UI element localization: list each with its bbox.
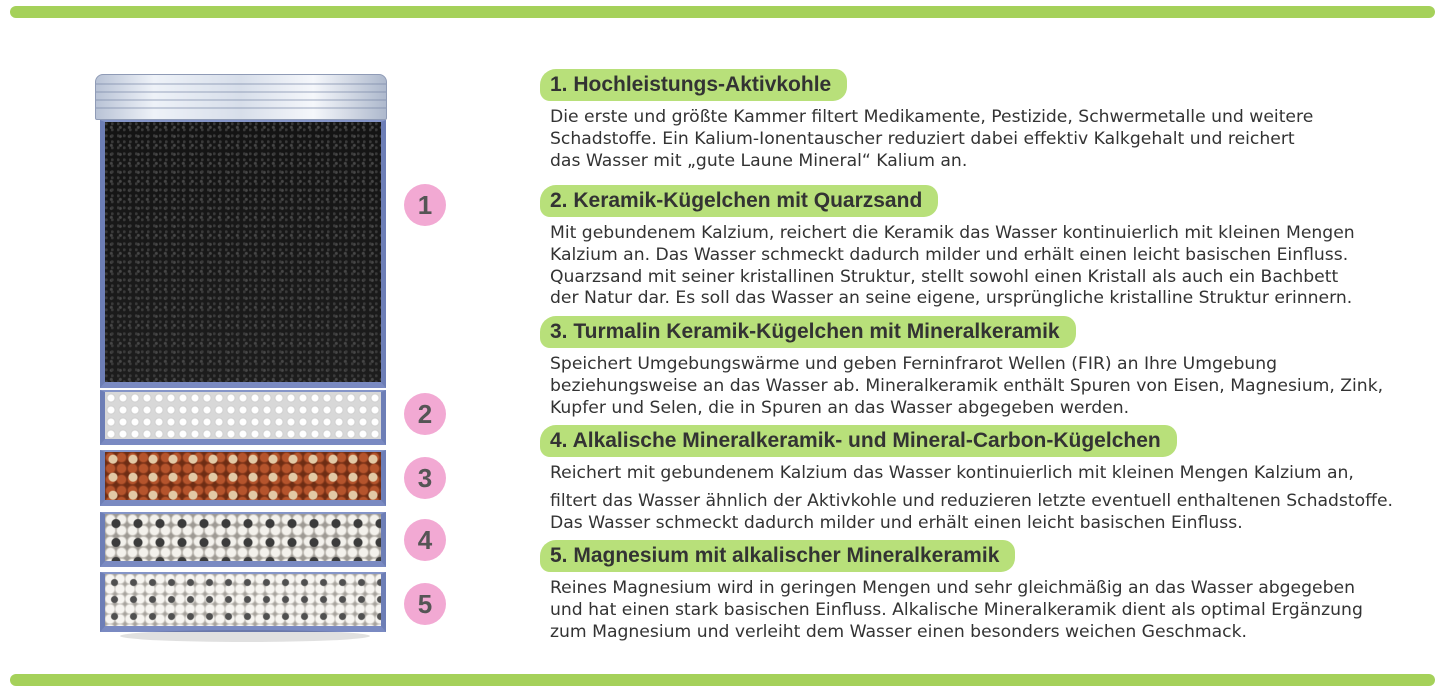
layer-badge-1: 1	[404, 184, 446, 226]
cartridge-cap	[95, 74, 387, 120]
chamber-ceramic-quartz	[100, 390, 386, 445]
description-line: Mit gebundenem Kalzium, reichert die Keramik das Wasser kontinuierlich mit kleinen Mengen	[550, 223, 1355, 243]
section-description	[550, 463, 1420, 534]
description-line: Schadstoffe. Ein Kalium-Ionentauscher reduziert dabei effektiv Kalkgehalt und reichert	[550, 128, 1295, 149]
description-line: Kalzium an. Das Wasser schmeckt dadurch milder und erhält einen leicht basischen Einfluss.	[550, 244, 1349, 265]
section-4	[540, 425, 1420, 534]
section-description	[550, 578, 1420, 643]
cartridge-shadow	[120, 630, 370, 642]
description-line: und hat einen stark basischen Einfluss. Alkalische Mineralkeramik dient als optimal Ergänzung	[550, 599, 1363, 620]
description-line: Reichert mit gebundenem Kalzium das Wasser kontinuierlich mit kleinen Mengen Kalzium an,	[550, 463, 1354, 483]
section-description	[550, 107, 1420, 172]
section-title: 5. Magnesium mit alkalischer Mineralkeramik	[540, 540, 1015, 572]
section-title: 4. Alkalische Mineralkeramik- und Mineral-Carbon-Kügelchen	[540, 425, 1177, 457]
section-title: 3. Turmalin Keramik-Kügelchen mit Mineralkeramik	[540, 316, 1076, 348]
layer-badge-5: 5	[404, 583, 446, 625]
description-line: Reines Magnesium wird in geringen Mengen und sehr gleichmäßig an das Wasser abgegeben	[550, 578, 1355, 598]
chamber-tourmaline	[100, 450, 386, 506]
layer-badge-2: 2	[404, 393, 446, 435]
chamber-activated-carbon	[100, 120, 386, 388]
description-line: beziehungsweise an das Wasser ab. Mineralkeramik enthält Spuren von Eisen, Magnesium, Zink,	[550, 375, 1384, 396]
section-1	[540, 69, 1420, 172]
section-2	[540, 185, 1420, 310]
section-description	[550, 223, 1420, 310]
filter-cartridge-image	[90, 74, 395, 640]
description-line: Die erste und größte Kammer filtert Medikamente, Pestizide, Schwermetalle und weitere	[550, 107, 1314, 127]
layer-badge-4: 4	[404, 519, 446, 561]
section-description	[550, 354, 1420, 419]
description-line: Quarzsand mit seiner kristallinen Struktur, stellt sowohl einen Kristall als auch ein Bachbett	[550, 266, 1339, 287]
description-line: Kupfer und Selen, die in Spuren an das Wasser abgegeben werden.	[550, 397, 1130, 418]
chamber-alkaline-carbon	[100, 512, 386, 567]
section-title: 1. Hochleistungs-Aktivkohle	[540, 69, 847, 101]
description-line: das Wasser mit „gute Laune Mineral“ Kalium an.	[550, 150, 968, 171]
description-line: Speichert Umgebungswärme und geben Ferninfrarot Wellen (FIR) an Ihre Umgebung	[550, 354, 1278, 374]
bottom-decorative-stripe	[10, 674, 1435, 686]
top-decorative-stripe	[10, 6, 1435, 18]
chamber-magnesium	[100, 572, 386, 632]
description-line: filtert das Wasser ähnlich der Aktivkohle und reduzieren letzte eventuell enthaltenen Schadstoffe.	[550, 490, 1393, 511]
layer-badge-3: 3	[404, 457, 446, 499]
section-5	[540, 540, 1420, 643]
description-line: Das Wasser schmeckt dadurch milder und erhält einen leicht basischen Einfluss.	[550, 512, 1243, 533]
description-line: der Natur dar. Es soll das Wasser an seine eigene, ursprüngliche kristalline Struktur erinnern.	[550, 288, 1353, 309]
section-3	[540, 316, 1420, 419]
description-line: zum Magnesium und verleiht dem Wasser einen besonders weichen Geschmack.	[550, 621, 1248, 642]
section-title: 2. Keramik-Kügelchen mit Quarzsand	[540, 185, 938, 217]
